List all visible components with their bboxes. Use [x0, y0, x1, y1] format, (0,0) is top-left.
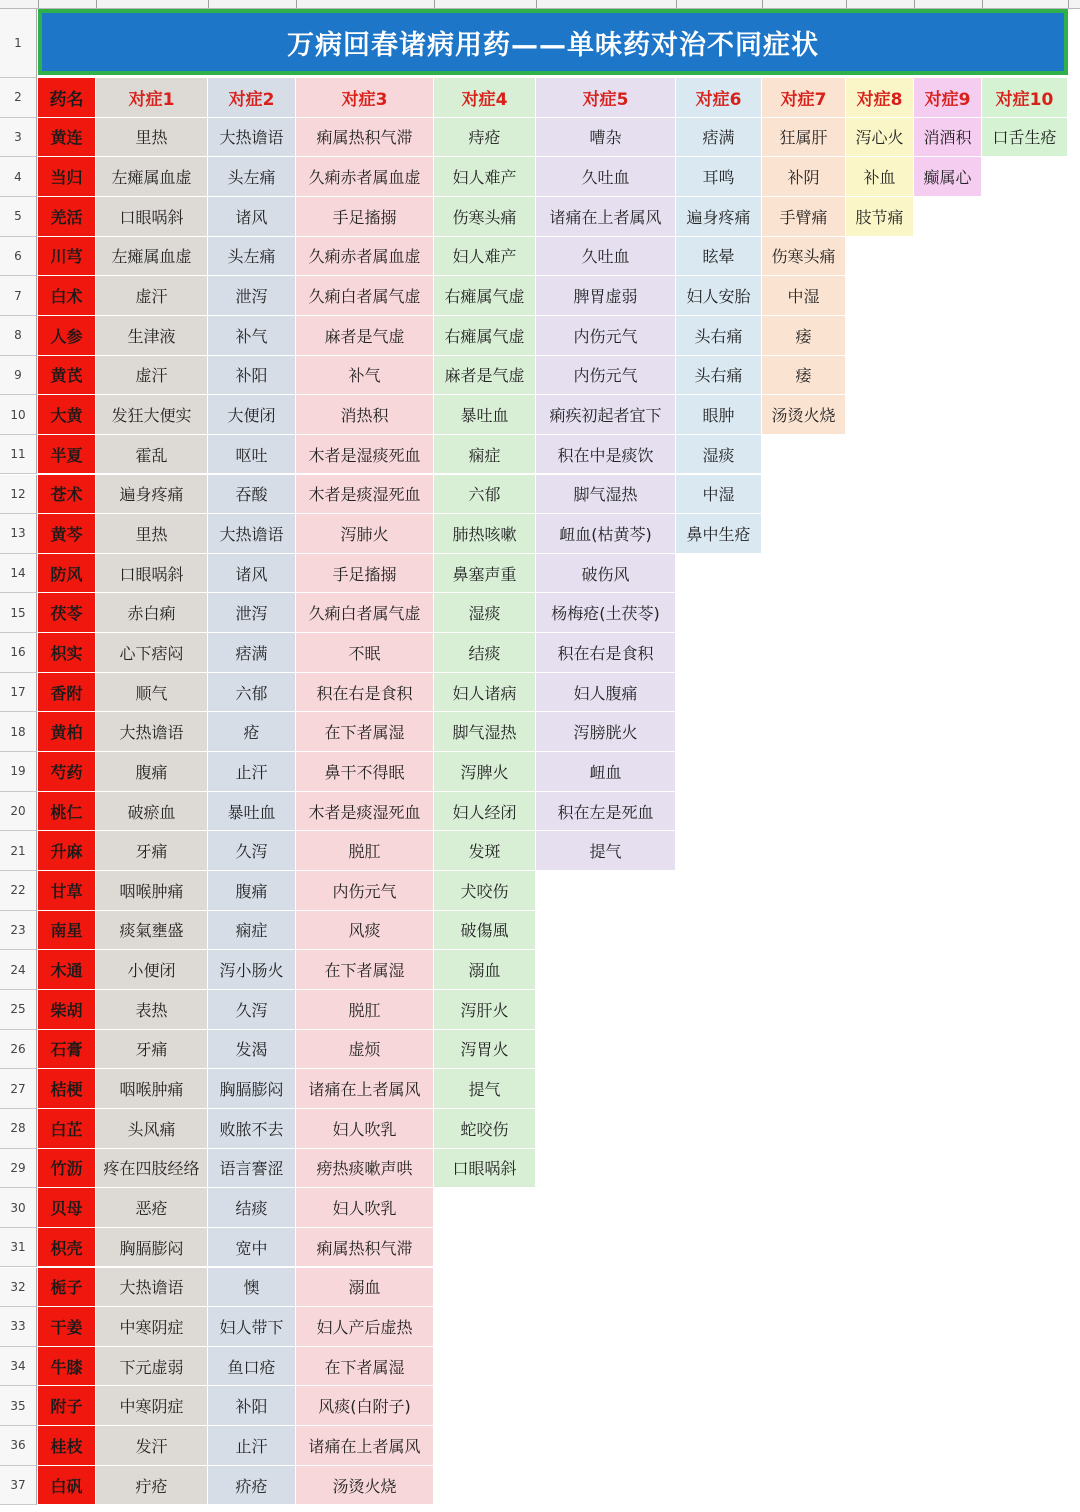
symptom-cell[interactable]: 积在右是食积 — [536, 633, 676, 673]
symptom-cell[interactable]: 脚气湿热 — [536, 475, 676, 515]
symptom-cell[interactable]: 补气 — [296, 356, 434, 396]
row-number[interactable]: 21 — [0, 831, 37, 871]
symptom-cell[interactable]: 暴吐血 — [208, 792, 296, 832]
symptom-cell[interactable]: 妇人难产 — [434, 237, 536, 277]
symptom-cell[interactable]: 止汗 — [208, 1426, 296, 1466]
symptom-cell[interactable]: 汤烫火烧 — [296, 1466, 434, 1506]
symptom-cell[interactable]: 左瘫属血虚 — [96, 157, 208, 197]
symptom-cell[interactable]: 消热积 — [296, 395, 434, 435]
symptom-cell[interactable]: 杨梅疮(土茯苓) — [536, 593, 676, 633]
row-number[interactable]: 5 — [0, 197, 37, 237]
row-number[interactable]: 23 — [0, 911, 37, 951]
drug-name-cell[interactable]: 桂枝 — [38, 1426, 96, 1466]
symptom-cell[interactable]: 诸痛在上者属风 — [296, 1426, 434, 1466]
drug-name-cell[interactable]: 附子 — [38, 1386, 96, 1426]
row-number[interactable]: 35 — [0, 1386, 37, 1426]
drug-name-cell[interactable]: 当归 — [38, 157, 96, 197]
symptom-cell[interactable]: 大热谵语 — [96, 712, 208, 752]
symptom-cell[interactable]: 妇人带下 — [208, 1307, 296, 1347]
symptom-cell[interactable]: 心下痞闷 — [96, 633, 208, 673]
row-number[interactable]: 27 — [0, 1069, 37, 1109]
symptom-cell[interactable]: 眼肿 — [676, 395, 762, 435]
symptom-cell[interactable]: 眩晕 — [676, 237, 762, 277]
row-number[interactable]: 9 — [0, 356, 37, 396]
symptom-cell[interactable]: 久痢白者属气虚 — [296, 593, 434, 633]
symptom-cell[interactable]: 六郁 — [208, 673, 296, 713]
symptom-cell[interactable]: 发狂大便实 — [96, 395, 208, 435]
symptom-cell[interactable]: 大热谵语 — [208, 514, 296, 554]
row-number[interactable]: 4 — [0, 157, 37, 197]
symptom-cell[interactable]: 泻心火 — [846, 118, 914, 158]
symptom-cell[interactable]: 诸风 — [208, 554, 296, 594]
drug-name-cell[interactable]: 黄柏 — [38, 712, 96, 752]
symptom-cell[interactable]: 溺血 — [434, 950, 536, 990]
symptom-cell[interactable]: 麻者是气虚 — [296, 316, 434, 356]
symptom-cell[interactable]: 犬咬伤 — [434, 871, 536, 911]
drug-name-cell[interactable]: 石膏 — [38, 1030, 96, 1070]
symptom-cell[interactable]: 痿 — [762, 316, 846, 356]
drug-name-cell[interactable]: 羌活 — [38, 197, 96, 237]
symptom-cell[interactable]: 中寒阴症 — [96, 1386, 208, 1426]
row-number[interactable]: 18 — [0, 712, 37, 752]
symptom-cell[interactable]: 咽喉肿痛 — [96, 1069, 208, 1109]
symptom-cell[interactable]: 妇人经闭 — [434, 792, 536, 832]
drug-name-cell[interactable]: 南星 — [38, 911, 96, 951]
row-number[interactable]: 33 — [0, 1307, 37, 1347]
row-number[interactable]: 7 — [0, 276, 37, 316]
symptom-cell[interactable]: 泄泻 — [208, 593, 296, 633]
symptom-cell[interactable]: 大便闭 — [208, 395, 296, 435]
symptom-cell[interactable]: 吞酸 — [208, 475, 296, 515]
drug-name-cell[interactable]: 川芎 — [38, 237, 96, 277]
row-number[interactable]: 2 — [0, 78, 37, 118]
symptom-cell[interactable]: 大热谵语 — [96, 1268, 208, 1308]
symptom-cell[interactable]: 鼻塞声重 — [434, 554, 536, 594]
symptom-cell[interactable]: 泻胃火 — [434, 1030, 536, 1070]
symptom-cell[interactable]: 发汗 — [96, 1426, 208, 1466]
row-number[interactable]: 32 — [0, 1268, 37, 1308]
drug-name-cell[interactable]: 香附 — [38, 673, 96, 713]
symptom-cell[interactable]: 湿痰 — [434, 593, 536, 633]
drug-name-cell[interactable]: 枳壳 — [38, 1228, 96, 1268]
symptom-cell[interactable]: 下元虚弱 — [96, 1347, 208, 1387]
symptom-cell[interactable]: 头风痛 — [96, 1109, 208, 1149]
row-number[interactable]: 34 — [0, 1347, 37, 1387]
symptom-cell[interactable]: 表热 — [96, 990, 208, 1030]
drug-name-cell[interactable]: 黄连 — [38, 118, 96, 158]
symptom-cell[interactable]: 补血 — [846, 157, 914, 197]
row-number[interactable]: 19 — [0, 752, 37, 792]
symptom-cell[interactable]: 内伤元气 — [296, 871, 434, 911]
symptom-cell[interactable]: 补阳 — [208, 1386, 296, 1426]
drug-name-cell[interactable]: 枳实 — [38, 633, 96, 673]
row-number[interactable]: 6 — [0, 237, 37, 277]
drug-name-cell[interactable]: 茯苓 — [38, 593, 96, 633]
symptom-cell[interactable]: 里热 — [96, 118, 208, 158]
symptom-cell[interactable]: 木者是痰湿死血 — [296, 792, 434, 832]
column-divider[interactable] — [38, 0, 39, 8]
header-symptom-6[interactable]: 对症6 — [676, 78, 762, 118]
drug-name-cell[interactable]: 竹沥 — [38, 1149, 96, 1189]
symptom-cell[interactable]: 疼在四肢经络 — [96, 1149, 208, 1189]
symptom-cell[interactable]: 妇人产后虚热 — [296, 1307, 434, 1347]
symptom-cell[interactable]: 癫属心 — [914, 157, 982, 197]
symptom-cell[interactable]: 止汗 — [208, 752, 296, 792]
symptom-cell[interactable]: 内伤元气 — [536, 316, 676, 356]
symptom-cell[interactable]: 结痰 — [434, 633, 536, 673]
symptom-cell[interactable]: 久痢白者属气虚 — [296, 276, 434, 316]
row-number[interactable]: 20 — [0, 792, 37, 832]
symptom-cell[interactable]: 右瘫属气虚 — [434, 316, 536, 356]
symptom-cell[interactable]: 泻肝火 — [434, 990, 536, 1030]
symptom-cell[interactable]: 虚烦 — [296, 1030, 434, 1070]
symptom-cell[interactable]: 消酒积 — [914, 118, 982, 158]
symptom-cell[interactable]: 狂属肝 — [762, 118, 846, 158]
symptom-cell[interactable]: 腹痛 — [96, 752, 208, 792]
row-number[interactable]: 14 — [0, 554, 37, 594]
column-divider[interactable] — [762, 0, 763, 8]
symptom-cell[interactable]: 木者是痰湿死血 — [296, 475, 434, 515]
symptom-cell[interactable]: 痞满 — [208, 633, 296, 673]
row-number[interactable]: 26 — [0, 1030, 37, 1070]
symptom-cell[interactable]: 咽喉肿痛 — [96, 871, 208, 911]
row-number[interactable]: 10 — [0, 395, 37, 435]
symptom-cell[interactable]: 破傷風 — [434, 911, 536, 951]
row-number[interactable]: 13 — [0, 514, 37, 554]
drug-name-cell[interactable]: 柴胡 — [38, 990, 96, 1030]
symptom-cell[interactable]: 内伤元气 — [536, 356, 676, 396]
drug-name-cell[interactable]: 干姜 — [38, 1307, 96, 1347]
symptom-cell[interactable]: 妇人吹乳 — [296, 1188, 434, 1228]
row-number[interactable]: 29 — [0, 1149, 37, 1189]
drug-name-cell[interactable]: 黄芪 — [38, 356, 96, 396]
column-divider[interactable] — [536, 0, 537, 8]
symptom-cell[interactable]: 遍身疼痛 — [96, 475, 208, 515]
symptom-cell[interactable]: 积在中是痰饮 — [536, 435, 676, 475]
symptom-cell[interactable]: 补阴 — [762, 157, 846, 197]
symptom-cell[interactable]: 耳鸣 — [676, 157, 762, 197]
symptom-cell[interactable]: 痢疾初起者宜下 — [536, 395, 676, 435]
symptom-cell[interactable]: 脚气湿热 — [434, 712, 536, 752]
symptom-cell[interactable]: 汤烫火烧 — [762, 395, 846, 435]
column-divider[interactable] — [982, 0, 983, 8]
symptom-cell[interactable]: 妇人腹痛 — [536, 673, 676, 713]
symptom-cell[interactable]: 痰氣壅盛 — [96, 911, 208, 951]
symptom-cell[interactable]: 溺血 — [296, 1268, 434, 1308]
symptom-cell[interactable]: 痨热痰嗽声哄 — [296, 1149, 434, 1189]
column-divider[interactable] — [296, 0, 297, 8]
symptom-cell[interactable]: 痞满 — [676, 118, 762, 158]
symptom-cell[interactable]: 疔疮 — [96, 1466, 208, 1506]
drug-name-cell[interactable]: 半夏 — [38, 435, 96, 475]
symptom-cell[interactable]: 生津液 — [96, 316, 208, 356]
symptom-cell[interactable]: 积在右是食积 — [296, 673, 434, 713]
symptom-cell[interactable]: 中湿 — [676, 475, 762, 515]
symptom-cell[interactable]: 结痰 — [208, 1188, 296, 1228]
drug-name-cell[interactable]: 升麻 — [38, 831, 96, 871]
row-number[interactable]: 37 — [0, 1466, 37, 1506]
symptom-cell[interactable]: 妇人安胎 — [676, 276, 762, 316]
symptom-cell[interactable]: 发渴 — [208, 1030, 296, 1070]
symptom-cell[interactable]: 脾胃虚弱 — [536, 276, 676, 316]
symptom-cell[interactable]: 里热 — [96, 514, 208, 554]
sheet-title[interactable]: 万病回春诸病用药——单味药对治不同症状 — [38, 9, 1068, 75]
symptom-cell[interactable]: 诸痛在上者属风 — [296, 1069, 434, 1109]
header-symptom-1[interactable]: 对症1 — [96, 78, 208, 118]
row-number[interactable]: 12 — [0, 475, 37, 515]
symptom-cell[interactable]: 湿痰 — [676, 435, 762, 475]
header-symptom-4[interactable]: 对症4 — [434, 78, 536, 118]
symptom-cell[interactable]: 破伤风 — [536, 554, 676, 594]
symptom-cell[interactable]: 久泻 — [208, 990, 296, 1030]
header-symptom-9[interactable]: 对症9 — [914, 78, 982, 118]
symptom-cell[interactable]: 伤寒头痛 — [762, 237, 846, 277]
column-divider[interactable] — [208, 0, 209, 8]
symptom-cell[interactable]: 口舌生疮 — [982, 118, 1068, 158]
symptom-cell[interactable]: 虚汗 — [96, 276, 208, 316]
symptom-cell[interactable]: 口眼㖞斜 — [96, 554, 208, 594]
symptom-cell[interactable]: 泻肺火 — [296, 514, 434, 554]
row-number[interactable]: 16 — [0, 633, 37, 673]
symptom-cell[interactable]: 久吐血 — [536, 237, 676, 277]
symptom-cell[interactable]: 在下者属湿 — [296, 1347, 434, 1387]
symptom-cell[interactable]: 宽中 — [208, 1228, 296, 1268]
symptom-cell[interactable]: 泻脾火 — [434, 752, 536, 792]
symptom-cell[interactable]: 赤白痢 — [96, 593, 208, 633]
symptom-cell[interactable]: 痫症 — [208, 911, 296, 951]
symptom-cell[interactable]: 顺气 — [96, 673, 208, 713]
symptom-cell[interactable]: 木者是湿痰死血 — [296, 435, 434, 475]
symptom-cell[interactable]: 暴吐血 — [434, 395, 536, 435]
symptom-cell[interactable]: 小便闭 — [96, 950, 208, 990]
symptom-cell[interactable]: 肺热咳嗽 — [434, 514, 536, 554]
symptom-cell[interactable]: 提气 — [536, 831, 676, 871]
symptom-cell[interactable]: 疥疮 — [208, 1466, 296, 1506]
symptom-cell[interactable]: 六郁 — [434, 475, 536, 515]
row-number[interactable]: 31 — [0, 1228, 37, 1268]
symptom-cell[interactable]: 妇人难产 — [434, 157, 536, 197]
symptom-cell[interactable]: 牙痛 — [96, 1030, 208, 1070]
row-number[interactable]: 11 — [0, 435, 37, 475]
symptom-cell[interactable]: 中湿 — [762, 276, 846, 316]
symptom-cell[interactable]: 妇人吹乳 — [296, 1109, 434, 1149]
header-symptom-5[interactable]: 对症5 — [536, 78, 676, 118]
drug-name-cell[interactable]: 白芷 — [38, 1109, 96, 1149]
symptom-cell[interactable]: 蛇咬伤 — [434, 1109, 536, 1149]
symptom-cell[interactable]: 手臂痛 — [762, 197, 846, 237]
symptom-cell[interactable]: 在下者属湿 — [296, 712, 434, 752]
column-divider[interactable] — [914, 0, 915, 8]
symptom-cell[interactable]: 肢节痛 — [846, 197, 914, 237]
symptom-cell[interactable]: 懊 — [208, 1268, 296, 1308]
row-number[interactable]: 15 — [0, 593, 37, 633]
drug-name-cell[interactable]: 桃仁 — [38, 792, 96, 832]
drug-name-cell[interactable]: 苍术 — [38, 475, 96, 515]
symptom-cell[interactable]: 败脓不去 — [208, 1109, 296, 1149]
symptom-cell[interactable]: 痔疮 — [434, 118, 536, 158]
symptom-cell[interactable]: 在下者属湿 — [296, 950, 434, 990]
symptom-cell[interactable]: 腹痛 — [208, 871, 296, 911]
symptom-cell[interactable]: 鼻中生疮 — [676, 514, 762, 554]
drug-name-cell[interactable]: 人参 — [38, 316, 96, 356]
symptom-cell[interactable]: 嘈杂 — [536, 118, 676, 158]
symptom-cell[interactable]: 右瘫属气虚 — [434, 276, 536, 316]
symptom-cell[interactable]: 痢属热积气滞 — [296, 118, 434, 158]
row-number[interactable]: 3 — [0, 118, 37, 158]
symptom-cell[interactable]: 疮 — [208, 712, 296, 752]
symptom-cell[interactable]: 语言謇涩 — [208, 1149, 296, 1189]
symptom-cell[interactable]: 牙痛 — [96, 831, 208, 871]
header-symptom-8[interactable]: 对症8 — [846, 78, 914, 118]
symptom-cell[interactable]: 胸膈膨闷 — [96, 1228, 208, 1268]
header-symptom-2[interactable]: 对症2 — [208, 78, 296, 118]
symptom-cell[interactable]: 痢属热积气滞 — [296, 1228, 434, 1268]
drug-name-cell[interactable]: 大黄 — [38, 395, 96, 435]
symptom-cell[interactable]: 大热谵语 — [208, 118, 296, 158]
column-divider[interactable] — [676, 0, 677, 8]
symptom-cell[interactable]: 衄血(枯黄芩) — [536, 514, 676, 554]
column-divider[interactable] — [846, 0, 847, 8]
symptom-cell[interactable]: 不眠 — [296, 633, 434, 673]
symptom-cell[interactable]: 久吐血 — [536, 157, 676, 197]
symptom-cell[interactable]: 补阳 — [208, 356, 296, 396]
symptom-cell[interactable]: 衄血 — [536, 752, 676, 792]
symptom-cell[interactable]: 久痢赤者属血虚 — [296, 237, 434, 277]
header-symptom-7[interactable]: 对症7 — [762, 78, 846, 118]
symptom-cell[interactable]: 发斑 — [434, 831, 536, 871]
symptom-cell[interactable]: 泄泻 — [208, 276, 296, 316]
symptom-cell[interactable]: 呕吐 — [208, 435, 296, 475]
symptom-cell[interactable]: 头左痛 — [208, 157, 296, 197]
drug-name-cell[interactable]: 栀子 — [38, 1268, 96, 1308]
symptom-cell[interactable]: 鼻干不得眠 — [296, 752, 434, 792]
symptom-cell[interactable]: 遍身疼痛 — [676, 197, 762, 237]
symptom-cell[interactable]: 风痰 — [296, 911, 434, 951]
row-number[interactable]: 24 — [0, 950, 37, 990]
symptom-cell[interactable]: 泻膀胱火 — [536, 712, 676, 752]
row-number[interactable]: 17 — [0, 673, 37, 713]
symptom-cell[interactable]: 久痢赤者属血虚 — [296, 157, 434, 197]
symptom-cell[interactable]: 口眼㖞斜 — [434, 1149, 536, 1189]
symptom-cell[interactable]: 风痰(白附子) — [296, 1386, 434, 1426]
symptom-cell[interactable]: 泻小肠火 — [208, 950, 296, 990]
symptom-cell[interactable]: 口眼㖞斜 — [96, 197, 208, 237]
column-divider[interactable] — [1068, 0, 1069, 8]
drug-name-cell[interactable]: 甘草 — [38, 871, 96, 911]
symptom-cell[interactable]: 手足搐搦 — [296, 554, 434, 594]
symptom-cell[interactable]: 妇人诸病 — [434, 673, 536, 713]
symptom-cell[interactable]: 脱肛 — [296, 990, 434, 1030]
drug-name-cell[interactable]: 牛膝 — [38, 1347, 96, 1387]
row-number[interactable]: 28 — [0, 1109, 37, 1149]
row-number[interactable]: 1 — [0, 9, 37, 78]
symptom-cell[interactable]: 中寒阴症 — [96, 1307, 208, 1347]
drug-name-cell[interactable]: 芍药 — [38, 752, 96, 792]
symptom-cell[interactable]: 补气 — [208, 316, 296, 356]
symptom-cell[interactable]: 霍乱 — [96, 435, 208, 475]
drug-name-cell[interactable]: 贝母 — [38, 1188, 96, 1228]
symptom-cell[interactable]: 头右痛 — [676, 356, 762, 396]
symptom-cell[interactable]: 痫症 — [434, 435, 536, 475]
drug-name-cell[interactable]: 桔梗 — [38, 1069, 96, 1109]
drug-name-cell[interactable]: 黄芩 — [38, 514, 96, 554]
symptom-cell[interactable]: 恶疮 — [96, 1188, 208, 1228]
symptom-cell[interactable]: 手足搐搦 — [296, 197, 434, 237]
symptom-cell[interactable]: 虚汗 — [96, 356, 208, 396]
symptom-cell[interactable]: 左瘫属血虚 — [96, 237, 208, 277]
symptom-cell[interactable]: 头左痛 — [208, 237, 296, 277]
drug-name-cell[interactable]: 白术 — [38, 276, 96, 316]
row-number[interactable]: 25 — [0, 990, 37, 1030]
symptom-cell[interactable]: 麻者是气虚 — [434, 356, 536, 396]
row-number[interactable]: 36 — [0, 1426, 37, 1466]
row-number[interactable]: 8 — [0, 316, 37, 356]
symptom-cell[interactable]: 提气 — [434, 1069, 536, 1109]
header-symptom-3[interactable]: 对症3 — [296, 78, 434, 118]
symptom-cell[interactable]: 久泻 — [208, 831, 296, 871]
drug-name-cell[interactable]: 防风 — [38, 554, 96, 594]
header-symptom-10[interactable]: 对症10 — [982, 78, 1068, 118]
symptom-cell[interactable]: 头右痛 — [676, 316, 762, 356]
symptom-cell[interactable]: 痿 — [762, 356, 846, 396]
symptom-cell[interactable]: 伤寒头痛 — [434, 197, 536, 237]
symptom-cell[interactable]: 胸膈膨闷 — [208, 1069, 296, 1109]
column-divider[interactable] — [96, 0, 97, 8]
symptom-cell[interactable]: 诸痛在上者属风 — [536, 197, 676, 237]
column-divider[interactable] — [434, 0, 435, 8]
column-header-strip — [0, 0, 1080, 9]
drug-name-cell[interactable]: 白矾 — [38, 1466, 96, 1506]
symptom-cell[interactable]: 鱼口疮 — [208, 1347, 296, 1387]
symptom-cell[interactable]: 诸风 — [208, 197, 296, 237]
drug-name-cell[interactable]: 木通 — [38, 950, 96, 990]
header-drug-name[interactable]: 药名 — [38, 78, 96, 118]
symptom-cell[interactable]: 脱肛 — [296, 831, 434, 871]
row-number[interactable]: 30 — [0, 1188, 37, 1228]
symptom-cell[interactable]: 破瘀血 — [96, 792, 208, 832]
row-number[interactable]: 22 — [0, 871, 37, 911]
symptom-cell[interactable]: 积在左是死血 — [536, 792, 676, 832]
